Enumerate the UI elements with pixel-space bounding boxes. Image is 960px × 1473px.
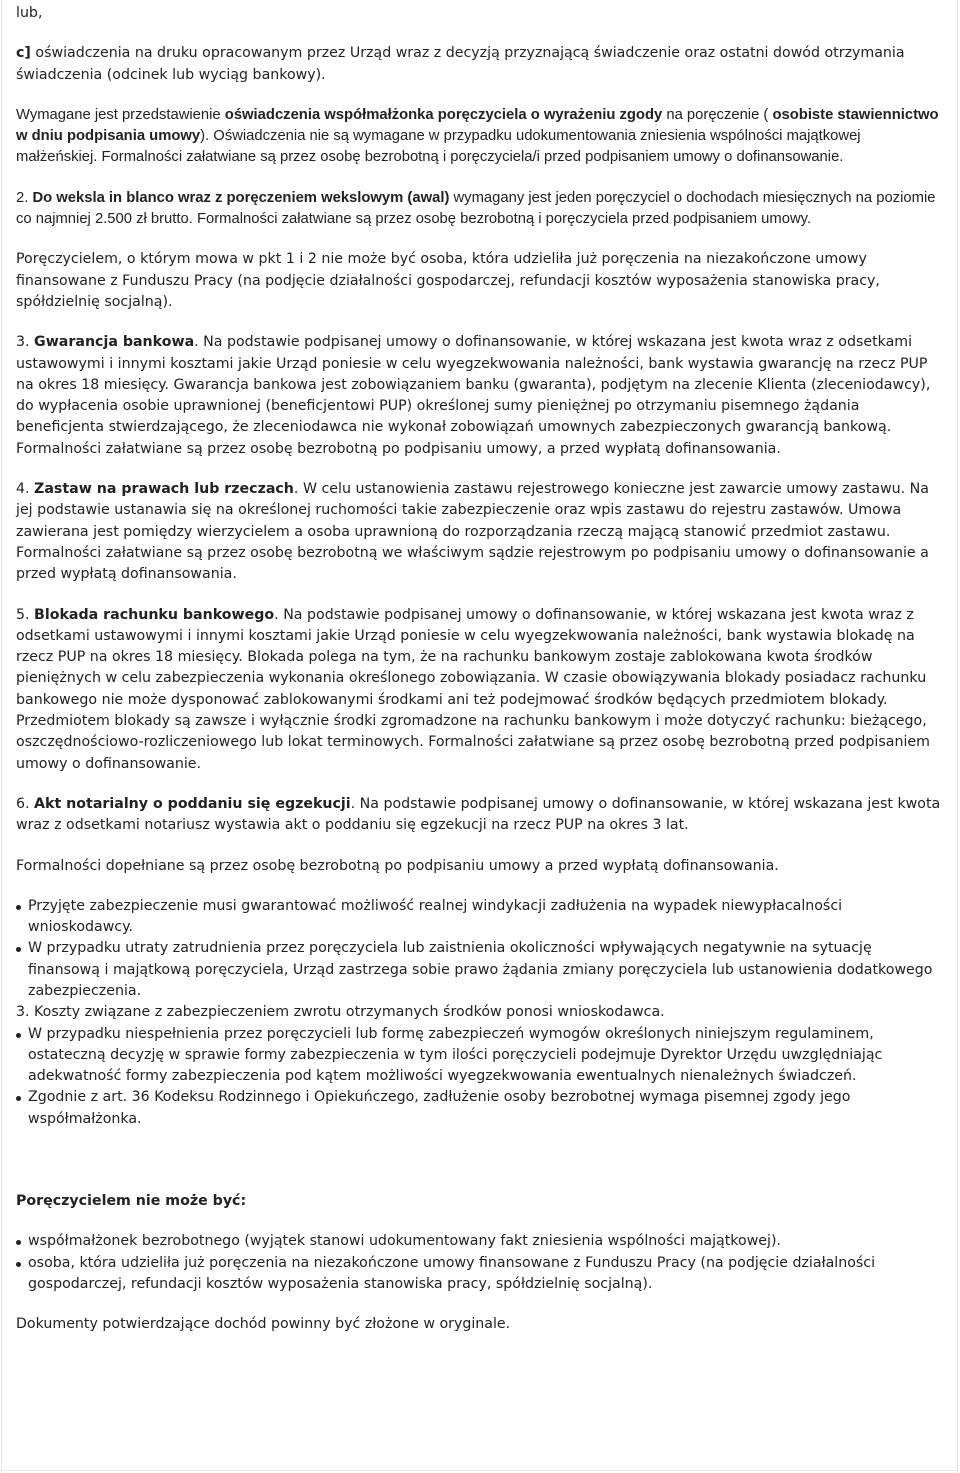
paragraph-formalnosci [16, 856, 944, 877]
text: . Na podstawie podpisanej umowy o dofinansowanie, w której wskazana jest kwota wraz z odsetkami notariusz wystawia akt o poddaniu się egzekucji na rzecz PUP na okres 3 lat. [16, 795, 941, 834]
paragraph-c [16, 43, 944, 86]
item-number: 2. [16, 189, 33, 206]
excluded-guarantors-list [16, 1231, 944, 1295]
paragraph-lub [16, 3, 944, 24]
page-border-bottom [1, 1470, 958, 1471]
heading-text: Poręczycielem nie może być: [16, 1193, 247, 1210]
paragraph-akt-notarialny [16, 794, 944, 837]
section-heading [16, 1191, 944, 1212]
text: . Na podstawie podpisanej umowy o dofinansowanie, w której wskazana jest kwota wraz z odsetkami ustawowymi i innymi kosztami jakie Urząd poniesie w celu wyegzekwowania należności, bank wystawia gwarancję na rzecz PUP na okres 18 miesięcy. Gwarancja bankowa jest zobowiązaniem banku (gwaranta), podjętym na zlecenie Klienta (zleceniodawcy), do wypłacenia osobie uprawnionej (beneficjentowi PUP) określonej sumy pieniężnej po otrzymaniu pisemnego żądania beneficjenta stwierdzającego, że zleceniodawca nie wykonał zobowiązań umownych zabezpieczonych gwarancją bankową. Formalności załatwiane są przez osobę bezrobotną po podpisaniu umowy, a przed wypłatą dofinansowania. [16, 334, 931, 457]
list-item: Przyjęte zabezpieczenie musi gwarantować możliwość realnej windykacji zadłużenia na wypadek niewypłacalności wnioskodawcy. [16, 896, 944, 939]
text: na poręczenie ( [662, 106, 773, 123]
list-item: Zgodnie z art. 36 Kodeksu Rodzinnego i Opiekuńczego, zadłużenie osoby bezrobotnej wymaga pisemnej zgody jego współmałżonka. [16, 1087, 944, 1130]
bold-text: Akt notarialny o poddaniu się egzekucji [34, 795, 351, 812]
item-label: c] [16, 45, 31, 62]
text: oświadczenia na druku opracowanym przez Urząd wraz z decyzją przyznającą świadczenie oraz ostatni dowód otrzymania świadczenia (odcinek lub wyciąg bankowy). [16, 45, 905, 83]
item-number: 6. [16, 795, 35, 812]
list-item: W przypadku niespełnienia przez poręczycieli lub formę zabezpieczeń wymogów określonych niniejszym regulaminem, ostateczną decyzję w sprawie formy zabezpieczenia w tym ilości poręczycieli podejmuje Dyrektor Urzędu uwzględniając adekwatność formy zabezpieczenia pod kątem możliwości wyegzekwowania ewentualnych nienależnych świadczeń. [16, 1024, 944, 1088]
text: Poręczycielem, o którym mowa w pkt 1 i 2 nie może być osoba, która udzieliła już poręczenia na niezakończone umowy finansowane z Funduszu Pracy (na podjęcie działalności gospodarczej, refundacji kosztów wyposażenia stanowiska pracy, spółdzielnię socjalną). [16, 251, 880, 310]
bold-text: Do weksla in blanco wraz z poręczeniem wekslowym (awal) [32, 189, 450, 206]
item-number: 4. [16, 481, 35, 498]
text: Wymagane jest przedstawienie [16, 106, 225, 123]
text: Formalności dopełniane są przez osobę bezrobotną po podpisaniu umowy a przed wypłatą dofinansowania. [16, 857, 779, 874]
bold-text: oświadczenia współmałżonka poręczyciela o wyrażeniu zgody [224, 106, 663, 123]
item-number: 3. [16, 334, 35, 351]
text: Dokumenty potwierdzające dochód powinny być złożone w oryginale. [16, 1316, 511, 1333]
text: . W celu ustanowienia zastawu rejestrowego konieczne jest zawarcie umowy zastawu. Na jej podstawie ustanawia się na określonej ruchomości takie zabezpieczenie oraz wpis zastawu do rejestru zastawów. Umowa zawierana jest pomiędzy wierzycielem a osoba uprawnioną do rozporządzania rzeczą mającą stanowić przedmiot zastawu. Formalności załatwiane są przez osobę bezrobotną we właściwym sądzie rejestrowym po podpisaniu umowy o dofinansowanie a przed wypłatą dofinansowania. [16, 481, 929, 583]
list-item: osoba, która udzieliła już poręczenia na niezakończone umowy finansowane z Funduszu Pracy (na podjęcie działalności gospodarczej, refundacji kosztów wyposażenia stanowiska pracy, spółdzielnię socjalną). [16, 1253, 944, 1296]
paragraph-poreczyciel [16, 249, 944, 313]
paragraph-zastaw [16, 479, 944, 585]
text: . Na podstawie podpisanej umowy o dofinansowanie, w której wskazana jest kwota wraz z odsetkami ustawowymi i innymi kosztami jakie Urząd poniesie w celu wyegzekwowania należności, bank wystawia blokadę na rzecz PUP na okres 18 miesięcy. Blokada polega na tym, że na rachunku bankowym zostaje zablokowana kwota środków pieniężnych w celu zabezpieczenia wykonania określonego zobowiązania. W czasie obowiązywania blokady posiadacz rachunku bankowego nie może dysponować zablokowanymi środkami ani też podejmować środków będących przedmiotem blokady. Przedmiotem blokady są zawsze i wyłącznie środki zgromadzone na rachunku bankowym i może dotyczyć rachunku: bieżącego, oszczędnościowo-rozliczeniowego lub lokat terminowych. Formalności załatwiane są przez osobę bezrobotną przed podpisaniem umowy o dofinansowanie. [16, 606, 930, 772]
paragraph-gwarancja [16, 332, 944, 460]
bold-text: Blokada rachunku bankowego [34, 606, 275, 623]
paragraph-weksel [16, 188, 944, 231]
paragraph-spouse-consent [16, 105, 944, 169]
spacer [16, 1149, 944, 1191]
conditions-list [16, 896, 944, 1130]
bold-text: Gwarancja bankowa [34, 334, 195, 351]
page-border-right [957, 0, 958, 1473]
bold-text: Zastaw na prawach lub rzeczach [34, 481, 294, 498]
page-border-left [1, 0, 2, 1473]
paragraph-dokumenty [16, 1314, 944, 1335]
text: wymagany jest jeden poręczyciel o dochodach miesięcznych na poziomie co najmniej 2.500 zł brutto. Formalności załatwiane są przez osobę bezrobotną i poręczyciela przed podpisaniem umowy. [16, 189, 936, 228]
paragraph-blokada [16, 605, 944, 775]
bold-text: osobiste stawiennictwo w dniu podpisania umowy [16, 106, 939, 145]
item-number: 5. [16, 606, 35, 623]
list-item: 3. Koszty związane z zabezpieczeniem zwrotu otrzymanych środków ponosi wnioskodawca. [16, 1004, 665, 1021]
list-item: współmałżonek bezrobotnego (wyjątek stanowi udokumentowany fakt zniesienia wspólności majątkowej). [16, 1231, 944, 1252]
document-body [16, 3, 944, 1355]
list-item: W przypadku utraty zatrudnienia przez poręczyciela lub zaistnienia okoliczności wpływających negatywnie na sytuację finansową i majątkową poręczyciela, Urząd zastrzega sobie prawo żądania zmiany poręczyciela lub ustanowienia dodatkowego zabezpieczenia. [16, 938, 944, 1002]
text: lub, [16, 5, 43, 21]
text: ). Oświadczenia nie są wymagane w przypadku udokumentowania zniesienia wspólności majątkowej małżeńskiej. Formalności załatwiane są przez osobę bezrobotną i poręczyciela/i przed podpisaniem umowy o dofinansowanie. [16, 128, 861, 166]
